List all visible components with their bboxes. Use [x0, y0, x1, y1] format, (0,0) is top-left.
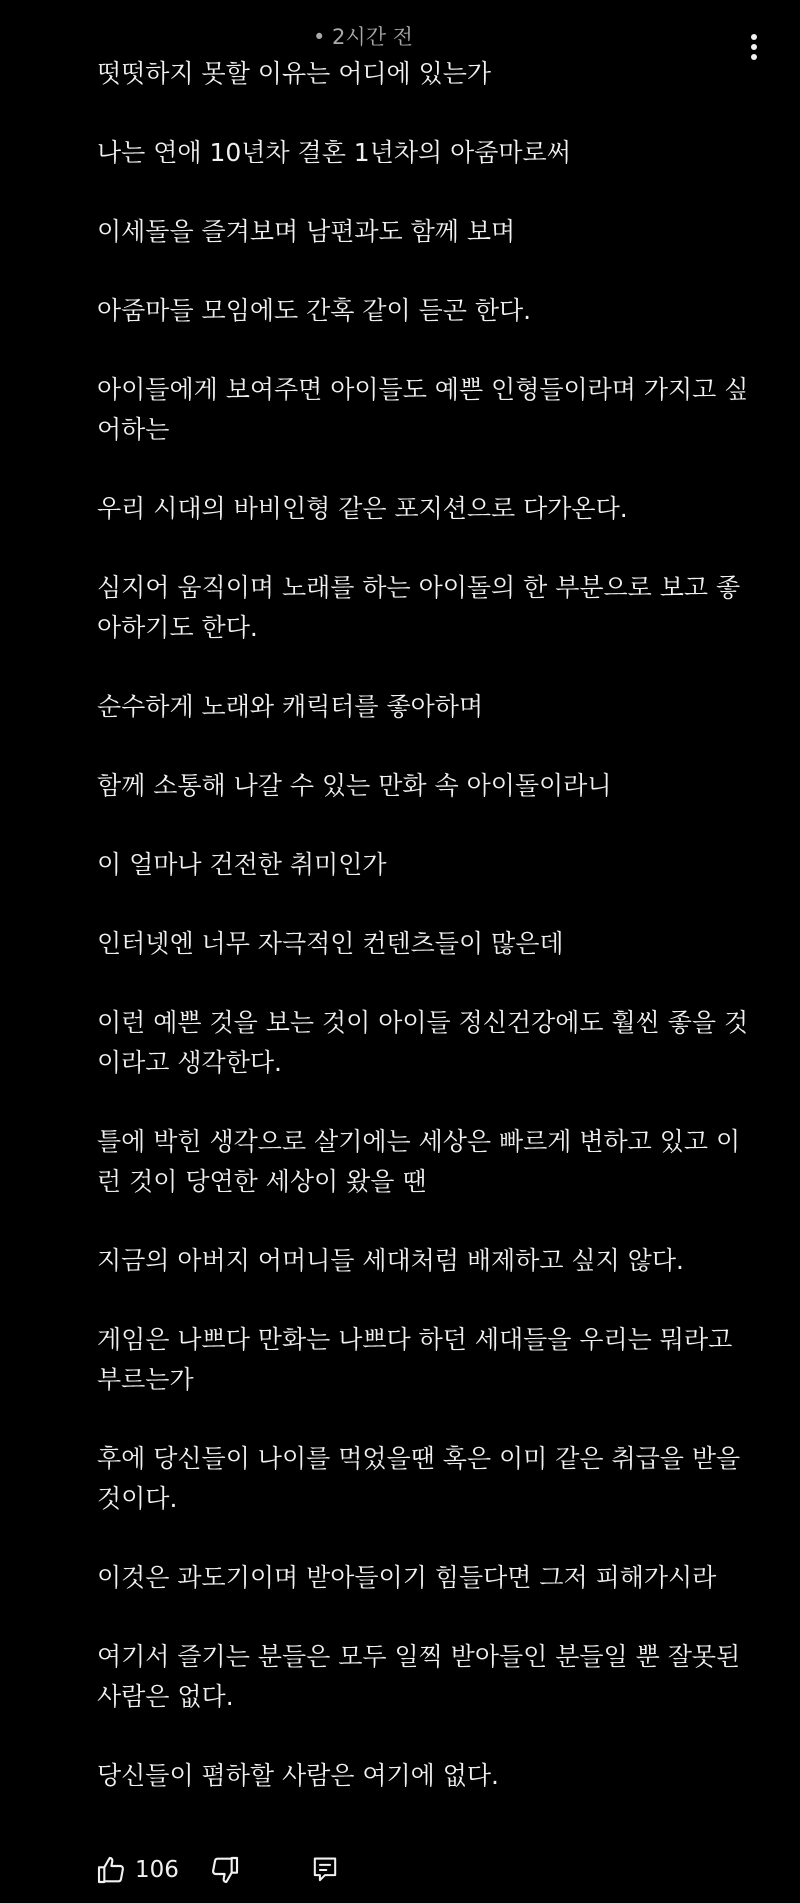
comment-paragraph: 틀에 박힌 생각으로 살기에는 세상은 빠르게 변하고 있고 이런 것이 당연한 세상이 왔을 땐: [97, 1127, 741, 1196]
comment-paragraph: 당신들이 폄하할 사람은 여기에 없다.: [97, 1761, 499, 1790]
comment-paragraph: 지금의 아버지 어머니들 세대처럼 배제하고 싶지 않다.: [97, 1246, 684, 1275]
comment-paragraph: 순수하게 노래와 캐릭터를 좋아하며: [97, 692, 484, 721]
comment-paragraph: 아이들에게 보여주면 아이들도 예쁜 인형들이라며 가지고 싶어하는: [97, 375, 749, 444]
comment-paragraph: 게임은 나쁘다 만화는 나쁘다 하던 세대들을 우리는 뭐라고 부르는가: [97, 1325, 733, 1394]
comment-paragraph: 이것은 과도기이며 받아들이기 힘들다면 그저 피해가시라: [97, 1563, 717, 1592]
comment-paragraph: 이세돌을 즐겨보며 남편과도 함께 보며: [97, 217, 516, 246]
comment-paragraph: 이 얼마나 건전한 취미인가: [97, 850, 387, 879]
like-button[interactable]: [95, 1854, 179, 1886]
like-count: 106: [135, 1857, 179, 1883]
comment-paragraph: 심지어 움직이며 노래를 하는 아이돌의 한 부분으로 보고 좋아하기도 한다.: [97, 573, 741, 642]
comment-paragraph: 인터넷엔 너무 자극적인 컨텐츠들이 많은데: [97, 929, 564, 958]
comment-timestamp: • 2시간 전: [313, 25, 413, 49]
comment-paragraph: 함께 소통해 나갈 수 있는 만화 속 아이돌이라니: [97, 771, 612, 800]
comment-paragraph: 후에 당신들이 나이를 먹었을땐 혹은 이미 같은 취급을 받을것이다.: [97, 1444, 741, 1513]
reply-button[interactable]: [311, 1854, 339, 1886]
comment-paragraph: 여기서 즐기는 분들은 모두 일찍 받아들인 분들일 뿐 잘못된 사람은 없다.: [97, 1642, 741, 1711]
dislike-button[interactable]: [209, 1854, 241, 1886]
comment-paragraph: 이런 예쁜 것을 보는 것이 아이들 정신건강에도 훨씬 좋을 것이라고 생각한다.: [97, 1008, 749, 1077]
comment-text: [97, 54, 752, 1835]
comment-paragraph: 떳떳하지 못할 이유는 어디에 있는가: [97, 59, 492, 88]
comment-paragraph: 아줌마들 모임에도 간혹 같이 듣곤 한다.: [97, 296, 532, 325]
thumbs-up-icon: [95, 1854, 127, 1886]
comment-actions: [95, 1850, 339, 1890]
comment-paragraph: 나는 연애 10년차 결혼 1년차의 아줌마로써: [97, 138, 571, 167]
thumbs-down-icon: [209, 1854, 241, 1886]
reply-icon: [311, 1854, 339, 1886]
comment-paragraph: 우리 시대의 바비인형 같은 포지션으로 다가온다.: [97, 494, 628, 523]
